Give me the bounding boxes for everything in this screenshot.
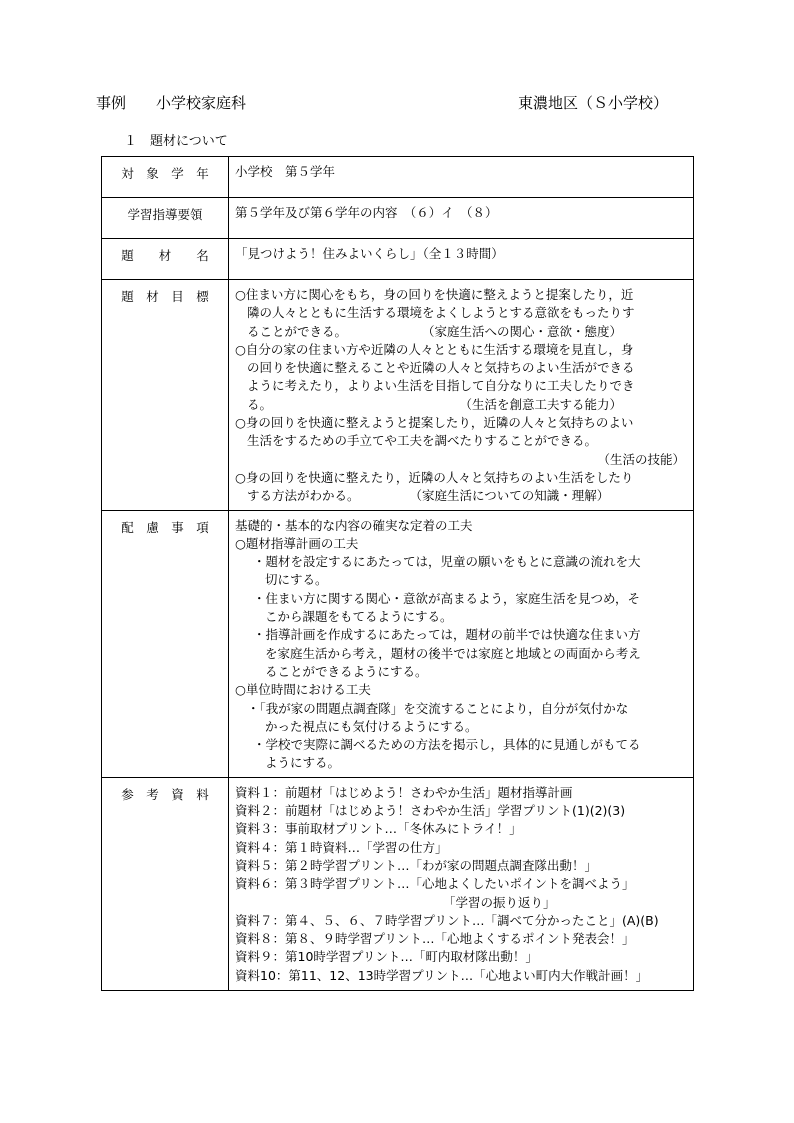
row-value xyxy=(229,198,694,239)
references-row xyxy=(102,777,694,990)
section-title: １ 題材について xyxy=(124,134,228,149)
list-item: 資料９：第10時学習プリント…「町内取材隊出動！」 xyxy=(235,949,538,965)
text-line: ・学校で実際に調べるための方法を掲示し，具体的に見通しがもてる xyxy=(253,737,641,753)
text-line: ることができるようにする。 xyxy=(265,663,428,679)
text-line: 生活をするための手立てや工夫を調べたりすることができる。 xyxy=(247,433,598,449)
text-line: ・題材を設定するにあたっては，児童の願いをもとに意識の流れを大 xyxy=(253,554,641,570)
row-value xyxy=(229,239,694,280)
text-line: る。 （生活を創意工夫する能力） xyxy=(247,396,623,412)
row-label: 配 慮 事 項 xyxy=(102,510,229,777)
text-line: 「見つけよう！住みよいくらし」（全１３時間） xyxy=(235,246,504,261)
text-line: ○単位時間における工夫 xyxy=(235,682,371,698)
text-line: する方法がわかる。 （家庭生活についての知識・理解） xyxy=(247,488,610,504)
row-label: 学習指導要領 xyxy=(102,198,229,239)
list-item: 資料10：第11、12、13時学習プリント…「心地よい町内大作戦計画！」 xyxy=(235,967,649,983)
text-line: ・指導計画を作成するにあたっては，題材の前半では快適な住まい方 xyxy=(253,627,641,643)
list-item: 資料８：第８、９時学習プリント…「心地よくするポイント発表会！」 xyxy=(235,931,635,947)
table-row xyxy=(102,239,694,280)
subject-label: 小学校家庭科 xyxy=(156,94,247,112)
list-item: 資料５：第２時学習プリント…「わが家の問題点調査隊出動！」 xyxy=(235,857,598,873)
document-header xyxy=(96,92,246,113)
row-label: 題 材 目 標 xyxy=(102,280,229,511)
row-label: 対 象 学 年 xyxy=(102,157,229,198)
text-line: ○自分の家の住まい方や近隣の人々とともに生活する環境を見直し，身 xyxy=(235,341,634,357)
text-line: 小学校 第５学年 xyxy=(235,164,336,179)
list-item: 資料４：第１時資料…「学習の仕方」 xyxy=(235,839,448,855)
text-line: ように考えたり，よりよい生活を目指して自分なりに工夫したりでき xyxy=(247,378,635,394)
text-line: ・「我が家の問題点調査隊」を交流することにより，自分が気付かな xyxy=(247,700,629,716)
list-item: 資料１：前題材「はじめよう！さわやか生活」題材指導計画 xyxy=(235,784,573,800)
text-line: の回りを快適に整えることや近隣の人々と気持ちのよい生活ができる xyxy=(247,360,635,376)
text-line: ることができる。 （家庭生活への関心・意欲・態度） xyxy=(247,323,623,339)
list-item: 資料６：第３時学習プリント…「心地よくしたいポイントを調べよう」 xyxy=(235,876,635,892)
row-label: 参 考 資 料 xyxy=(102,777,229,990)
objectives-row xyxy=(102,280,694,511)
text-line: ○身の回りを快適に整えようと提案したり，近隣の人々と気持ちのよい xyxy=(235,415,634,431)
case-label: 事例 xyxy=(96,94,127,112)
region-label: 東濃地区（Ｓ小学校） xyxy=(518,94,669,112)
list-item: 資料７：第４、５、６、７時学習プリント…「調べて分かったこと」(A)(B) xyxy=(235,912,659,928)
table-row xyxy=(102,157,694,198)
references-content xyxy=(229,777,694,990)
objectives-content xyxy=(229,280,694,511)
text-line: 第５学年及び第６学年の内容 （６）イ （８） xyxy=(235,205,498,220)
considerations-content xyxy=(229,510,694,777)
row-label: 題 材 名 xyxy=(102,239,229,280)
text-line: かった視点にも気付けるようにする。 xyxy=(265,718,478,734)
list-item: 資料２：前題材「はじめよう！さわやか生活」学習プリント(1)(2)(3) xyxy=(235,803,626,819)
text-line: こから課題をもてるようにする。 xyxy=(265,609,453,625)
text-line: （生活の技能） xyxy=(597,451,685,467)
considerations-row xyxy=(102,510,694,777)
table-row xyxy=(102,198,694,239)
row-value xyxy=(229,157,694,198)
text-line: ○身の回りを快適に整えたり，近隣の人々と気持ちのよい生活をしたり xyxy=(235,469,634,485)
text-line: を家庭生活から考え，題材の後半では家庭と地域との両面から考え xyxy=(265,645,641,661)
text-line: ○題材指導計画の工夫 xyxy=(235,535,359,551)
topic-table xyxy=(101,156,694,991)
list-item: 資料３：事前取材プリント…「冬休みにトライ！」 xyxy=(235,821,522,837)
text-line: ○住まい方に関心をもち，身の回りを快適に整えようと提案したり，近 xyxy=(235,287,634,302)
text-line: ようにする。 xyxy=(265,755,341,771)
text-line: ・住まい方に関する関心・意欲が高まるよう，家庭生活を見つめ，そ xyxy=(253,590,641,606)
text-line: 基礎的・基本的な内容の確実な定着の工夫 xyxy=(235,517,473,533)
list-item: 「学習の振り返り」 xyxy=(443,894,556,910)
text-line: 切にする。 xyxy=(265,572,328,588)
text-line: 隣の人々とともに生活する環境をよくしようとする意欲をもったりす xyxy=(247,305,635,321)
